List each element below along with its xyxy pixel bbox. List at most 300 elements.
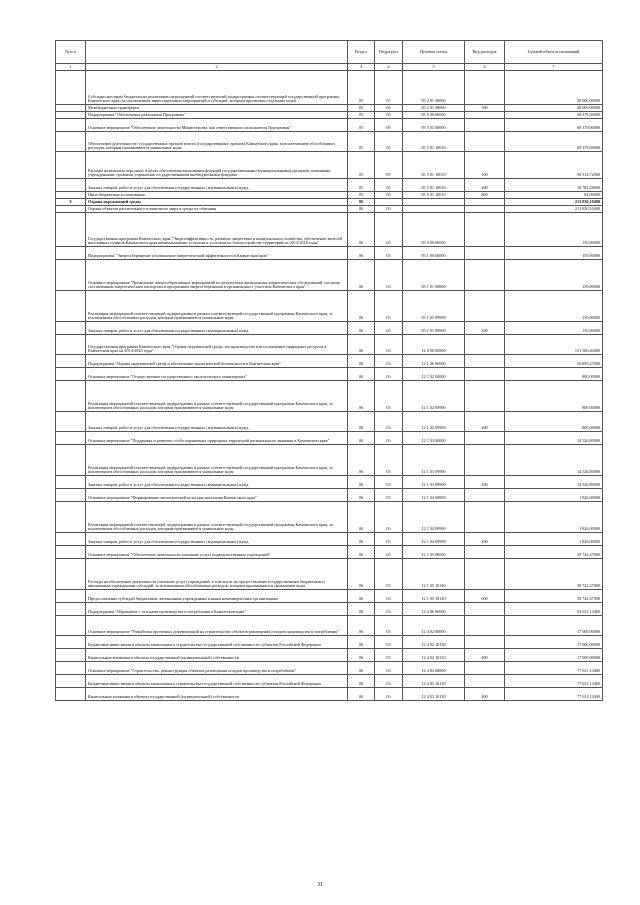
row-amount: 213 830,10400 bbox=[505, 199, 603, 206]
row-razdel: 05 bbox=[348, 71, 375, 105]
row-amount: 150,00000 bbox=[505, 213, 603, 247]
row-vr bbox=[465, 368, 505, 381]
row-razdel: 06 bbox=[348, 502, 375, 533]
row-csr: 12 1 05 10140 bbox=[403, 590, 465, 603]
row-name: Бюджетные инвестиции в объекты капитального строительства государственной собственности субъектов Российской Федерации bbox=[86, 675, 348, 688]
row-razdel: 06 bbox=[348, 489, 375, 502]
row-podrazdel: 03 bbox=[375, 476, 403, 489]
row-number bbox=[56, 132, 86, 152]
row-podrazdel: 03 bbox=[375, 335, 403, 355]
row-csr: 12 1 04 09990 bbox=[403, 502, 465, 533]
row-name: Закупка товаров, работ и услуг для обеспечения государственных (муниципальных) нужд bbox=[86, 322, 348, 335]
row-number bbox=[56, 119, 86, 132]
row-amount: 14 526,80000 bbox=[505, 445, 603, 476]
row-name: Реализация мероприятий соответствующей подпрограммы в рамках соответствующей государственной программы Камчатского края, за исключением обособленных расходов, которым присваиваются уникальные коды bbox=[86, 502, 348, 533]
row-razdel: 06 bbox=[348, 590, 375, 603]
col-num: 6 bbox=[465, 64, 505, 71]
row-csr: 12 4 03 00000 bbox=[403, 662, 465, 675]
row-razdel: 06 bbox=[348, 355, 375, 368]
row-podrazdel: 03 bbox=[375, 533, 403, 546]
row-amount: 82,00000 bbox=[505, 192, 603, 199]
row-podrazdel: 03 bbox=[375, 489, 403, 502]
row-podrazdel: 03 bbox=[375, 213, 403, 247]
row-vr bbox=[465, 502, 505, 533]
page-number: 31 bbox=[317, 882, 323, 888]
row-podrazdel: 05 bbox=[375, 112, 403, 119]
row-vr: 600 bbox=[465, 590, 505, 603]
row-amount: 77 611,13400 bbox=[505, 675, 603, 688]
row-name: Государственная программа Камчатского края "Охрана окружающей среды, воспроизводство и использование природных ресурсов в Камчатском крае на 2014-2020 годы" bbox=[86, 335, 348, 355]
table-row bbox=[56, 636, 603, 649]
row-vr bbox=[465, 119, 505, 132]
row-csr: 05 1 01 09990 bbox=[403, 291, 465, 322]
row-podrazdel: 03 bbox=[375, 368, 403, 381]
row-podrazdel: 05 bbox=[375, 132, 403, 152]
row-razdel: 06 bbox=[348, 688, 375, 701]
row-name: Основное мероприятие "Строительство, реконструкция объектов размещения отходов производства и потребления" bbox=[86, 662, 348, 675]
row-podrazdel: 03 bbox=[375, 206, 403, 213]
header-num: № п/п bbox=[56, 41, 86, 64]
row-csr: 12 1 02 09990 bbox=[403, 381, 465, 412]
row-amount: 77 611,13400 bbox=[505, 688, 603, 701]
row-name: Закупка товаров, работ и услуг для обеспечения государственных (муниципальных) нужд bbox=[86, 179, 348, 192]
row-amount: 800,00000 bbox=[505, 381, 603, 412]
row-name: Капитальные вложения в объекты государственной (муниципальной) собственности bbox=[86, 688, 348, 701]
header-razdel: Раздел bbox=[348, 41, 375, 64]
row-amount: 39 742,47000 bbox=[505, 559, 603, 590]
row-amount: 17 000,00000 bbox=[505, 616, 603, 636]
row-number bbox=[56, 533, 86, 546]
col-num: 2 bbox=[86, 64, 348, 71]
row-name: Субсидии местным бюджетам на реализацию мероприятий соответствующей подпрограммы соответствующей государственной программы Камчатского края (за исключением инвестиционных мероприятий и субсидий, которым присвоены отдельные коды) bbox=[86, 71, 348, 105]
row-vr: 800 bbox=[465, 192, 505, 199]
row-amount: 150,00000 bbox=[505, 247, 603, 260]
row-razdel: 06 bbox=[348, 213, 375, 247]
row-csr: 12 1 03 00000 bbox=[403, 432, 465, 445]
row-number bbox=[56, 636, 86, 649]
row-csr: 05 2 01 40060 bbox=[403, 71, 465, 105]
row-number bbox=[56, 260, 86, 291]
row-razdel: 06 bbox=[348, 675, 375, 688]
table-header-row bbox=[56, 41, 603, 64]
row-name: Основное мероприятие "Обеспечение деятельности Министерства, как ответственного исполнителя Программы" bbox=[86, 119, 348, 132]
row-csr: 12 1 04 00000 bbox=[403, 489, 465, 502]
row-csr: 05 5 01 10010 bbox=[403, 179, 465, 192]
row-razdel: 05 bbox=[348, 112, 375, 119]
row-number bbox=[56, 381, 86, 412]
row-vr: 100 bbox=[465, 152, 505, 179]
row-podrazdel: 03 bbox=[375, 445, 403, 476]
row-podrazdel: 05 bbox=[375, 152, 403, 179]
table-row bbox=[56, 368, 603, 381]
row-vr: 200 bbox=[465, 179, 505, 192]
row-name: Закупка товаров, работ и услуг для обеспечения государственных (муниципальных) нужд bbox=[86, 533, 348, 546]
row-csr: 05 2 01 40060 bbox=[403, 105, 465, 112]
row-razdel: 05 bbox=[348, 119, 375, 132]
row-amount: 800,00000 bbox=[505, 412, 603, 432]
row-csr: 12 0 00 00000 bbox=[403, 335, 465, 355]
table-row bbox=[56, 432, 603, 445]
row-vr bbox=[465, 112, 505, 119]
row-razdel: 06 bbox=[348, 412, 375, 432]
col-num: 3 bbox=[348, 64, 375, 71]
row-name: Подпрограмма "Охрана окружающей среды и обеспечение экологической безопасности в Камчатском крае" bbox=[86, 355, 348, 368]
row-number bbox=[56, 291, 86, 322]
row-vr: 400 bbox=[465, 649, 505, 662]
row-podrazdel: 03 bbox=[375, 662, 403, 675]
row-vr bbox=[465, 213, 505, 247]
row-vr bbox=[465, 603, 505, 616]
table-row bbox=[56, 112, 603, 119]
row-name: Иные бюджетные ассигнования bbox=[86, 192, 348, 199]
row-name: Реализация мероприятий соответствующей подпрограммы в рамках соответствующей государственной программы Камчатского края, за исключением обособленных расходов, которым присваиваются уникальные коды bbox=[86, 291, 348, 322]
row-razdel: 06 bbox=[348, 616, 375, 636]
row-number bbox=[56, 105, 86, 112]
row-csr: 05 1 00 00000 bbox=[403, 247, 465, 260]
table-row bbox=[56, 105, 603, 112]
row-number bbox=[56, 559, 86, 590]
row-razdel: 06 bbox=[348, 206, 375, 213]
row-csr: 05 5 01 10010 bbox=[403, 152, 465, 179]
row-podrazdel: 03 bbox=[375, 688, 403, 701]
row-podrazdel: 03 bbox=[375, 502, 403, 533]
row-number bbox=[56, 192, 86, 199]
header-csr: Целевая статья bbox=[403, 41, 465, 64]
row-razdel: 06 bbox=[348, 260, 375, 291]
table-row bbox=[56, 590, 603, 603]
col-num: 5 bbox=[403, 64, 465, 71]
row-razdel: 06 bbox=[348, 636, 375, 649]
row-number bbox=[56, 412, 86, 432]
row-number bbox=[56, 71, 86, 105]
row-podrazdel: 05 bbox=[375, 179, 403, 192]
row-razdel: 06 bbox=[348, 546, 375, 559]
row-number bbox=[56, 502, 86, 533]
table-row bbox=[56, 559, 603, 590]
row-number bbox=[56, 649, 86, 662]
row-name: Предоставление субсидий бюджетным, автономным учреждениям и иным некоммерческим организациям bbox=[86, 590, 348, 603]
row-amount: 39 742,47000 bbox=[505, 590, 603, 603]
row-csr bbox=[403, 206, 465, 213]
row-razdel: 06 bbox=[348, 199, 375, 206]
row-number bbox=[56, 662, 86, 675]
row-name: Реализация мероприятий соответствующей подпрограммы в рамках соответствующей государственной программы Камчатского края, за исключением обособленных расходов, которым присваиваются уникальные коды bbox=[86, 445, 348, 476]
row-amount: 17 000,00000 bbox=[505, 636, 603, 649]
row-vr bbox=[465, 71, 505, 105]
row-number bbox=[56, 432, 86, 445]
row-podrazdel: 03 bbox=[375, 559, 403, 590]
row-amount: 14 526,80000 bbox=[505, 432, 603, 445]
table-row bbox=[56, 445, 603, 476]
row-vr bbox=[465, 335, 505, 355]
row-podrazdel: 03 bbox=[375, 247, 403, 260]
row-amount: 69 379,00000 bbox=[505, 112, 603, 119]
row-name: Межбюджетные трансферты bbox=[86, 105, 348, 112]
row-number bbox=[56, 355, 86, 368]
row-podrazdel: 03 bbox=[375, 675, 403, 688]
row-csr: 05 5 01 10010 bbox=[403, 192, 465, 199]
table-row bbox=[56, 649, 603, 662]
row-vr bbox=[465, 445, 505, 476]
row-vr bbox=[465, 199, 505, 206]
row-amount: 1 826,00000 bbox=[505, 533, 603, 546]
row-vr bbox=[465, 675, 505, 688]
row-vr: 200 bbox=[465, 476, 505, 489]
col-num: 1 bbox=[56, 64, 86, 71]
row-amount: 800,00000 bbox=[505, 368, 603, 381]
row-amount: 20 000,00000 bbox=[505, 105, 603, 112]
row-podrazdel: 03 bbox=[375, 432, 403, 445]
row-podrazdel: 03 bbox=[375, 590, 403, 603]
row-name: Капитальные вложения в объекты государственной (муниципальной) собственности bbox=[86, 649, 348, 662]
row-name: Подпрограмма "Обращение с отходами производства и потребления в Камчатском крае" bbox=[86, 603, 348, 616]
table-row bbox=[56, 489, 603, 502]
row-vr bbox=[465, 546, 505, 559]
row-name: Охрана окружающей среды bbox=[86, 199, 348, 206]
row-amount: 94 611,13400 bbox=[505, 603, 603, 616]
row-razdel: 05 bbox=[348, 105, 375, 112]
table-row bbox=[56, 192, 603, 199]
col-num: 7 bbox=[505, 64, 603, 71]
row-csr: 05 5 01 10010 bbox=[403, 132, 465, 152]
table-row bbox=[56, 213, 603, 247]
table-row bbox=[56, 71, 603, 105]
row-podrazdel: 03 bbox=[375, 381, 403, 412]
row-razdel: 06 bbox=[348, 368, 375, 381]
row-podrazdel: 03 bbox=[375, 355, 403, 368]
row-podrazdel: 03 bbox=[375, 649, 403, 662]
table-row bbox=[56, 199, 603, 206]
row-amount: 69 379,00000 bbox=[505, 119, 603, 132]
row-podrazdel: 05 bbox=[375, 71, 403, 105]
table-row bbox=[56, 132, 603, 152]
row-csr: 12 4 00 00000 bbox=[403, 603, 465, 616]
row-vr: 200 bbox=[465, 412, 505, 432]
header-amount: Годовой объем ассигнований bbox=[505, 41, 603, 64]
row-number: 6 bbox=[56, 199, 86, 206]
row-csr: 05 5 01 00000 bbox=[403, 119, 465, 132]
row-podrazdel: 03 bbox=[375, 260, 403, 291]
row-csr: 12 1 05 10140 bbox=[403, 559, 465, 590]
row-razdel: 06 bbox=[348, 432, 375, 445]
row-number bbox=[56, 675, 86, 688]
row-name: Основное мероприятие "Проведение энергосберегающих мероприятий по результатам проведенных энергетических обследований, согласно составленным энергетическим паспортам и программам энергосбережения в организациях с участием Камчатского края" bbox=[86, 260, 348, 291]
row-amount: 150,00000 bbox=[505, 260, 603, 291]
row-number bbox=[56, 616, 86, 636]
row-razdel: 06 bbox=[348, 559, 375, 590]
row-razdel: 06 bbox=[348, 322, 375, 335]
row-razdel: 05 bbox=[348, 179, 375, 192]
table-row bbox=[56, 119, 603, 132]
row-podrazdel: 03 bbox=[375, 616, 403, 636]
table-row bbox=[56, 675, 603, 688]
row-podrazdel: 03 bbox=[375, 636, 403, 649]
table-row bbox=[56, 616, 603, 636]
row-razdel: 05 bbox=[348, 132, 375, 152]
row-csr: 05 1 01 00000 bbox=[403, 260, 465, 291]
row-number bbox=[56, 489, 86, 502]
column-number-row bbox=[56, 64, 603, 71]
row-vr: 400 bbox=[465, 688, 505, 701]
table-row bbox=[56, 206, 603, 213]
row-number bbox=[56, 322, 86, 335]
row-amount: 1 826,00000 bbox=[505, 489, 603, 502]
row-number bbox=[56, 112, 86, 119]
row-vr: 500 bbox=[465, 105, 505, 112]
header-name bbox=[86, 41, 348, 64]
row-amount: 69 379,00000 bbox=[505, 132, 603, 152]
row-vr bbox=[465, 291, 505, 322]
row-name: Расходы на выплаты персоналу в целях обеспечения выполнения функций государственными (муниципальными) органами, казенными учреждениями, органами управления государственными внебюджетными фондами bbox=[86, 152, 348, 179]
row-vr bbox=[465, 381, 505, 412]
row-amount: 10 782,28000 bbox=[505, 179, 603, 192]
row-podrazdel: 03 bbox=[375, 603, 403, 616]
row-razdel: 06 bbox=[348, 662, 375, 675]
row-number bbox=[56, 603, 86, 616]
row-csr: 05 1 01 09990 bbox=[403, 322, 465, 335]
row-csr: 12 1 00 00000 bbox=[403, 355, 465, 368]
row-razdel: 06 bbox=[348, 335, 375, 355]
row-razdel: 06 bbox=[348, 291, 375, 322]
row-csr: 12 4 03 10130 bbox=[403, 675, 465, 688]
table-row bbox=[56, 260, 603, 291]
row-razdel: 05 bbox=[348, 192, 375, 199]
row-razdel: 06 bbox=[348, 247, 375, 260]
table-row bbox=[56, 322, 603, 335]
row-vr bbox=[465, 247, 505, 260]
row-amount: 58 514,72000 bbox=[505, 152, 603, 179]
table-row bbox=[56, 662, 603, 675]
table-row bbox=[56, 533, 603, 546]
row-csr: 12 4 02 00000 bbox=[403, 616, 465, 636]
row-number bbox=[56, 247, 86, 260]
row-amount: 20 000,00000 bbox=[505, 71, 603, 105]
row-vr bbox=[465, 206, 505, 213]
row-razdel: 06 bbox=[348, 445, 375, 476]
row-amount: 1 826,00000 bbox=[505, 502, 603, 533]
table-row bbox=[56, 603, 603, 616]
row-razdel: 06 bbox=[348, 603, 375, 616]
row-number bbox=[56, 179, 86, 192]
row-csr: 12 1 03 09990 bbox=[403, 476, 465, 489]
row-podrazdel: 05 bbox=[375, 105, 403, 112]
table-row bbox=[56, 381, 603, 412]
table-row bbox=[56, 335, 603, 355]
row-amount: 17 000,00000 bbox=[505, 649, 603, 662]
row-number bbox=[56, 476, 86, 489]
row-name: Основное мероприятие "Поддержка и развитие особо охраняемых природных территорий регионального значения в Камчатском крае" bbox=[86, 432, 348, 445]
row-amount: 150,00000 bbox=[505, 291, 603, 322]
row-name: Подпрограмма "Обеспечение реализации Программы" bbox=[86, 112, 348, 119]
row-number bbox=[56, 590, 86, 603]
row-razdel: 06 bbox=[348, 649, 375, 662]
row-vr bbox=[465, 132, 505, 152]
budget-table bbox=[55, 40, 603, 701]
table-row bbox=[56, 179, 603, 192]
row-csr: 12 1 03 09990 bbox=[403, 445, 465, 476]
row-number bbox=[56, 206, 86, 213]
row-amount: 39 742,47000 bbox=[505, 546, 603, 559]
row-vr bbox=[465, 432, 505, 445]
row-csr: 12 4 03 10130 bbox=[403, 688, 465, 701]
row-name: Закупка товаров, работ и услуг для обеспечения государственных (муниципальных) нужд bbox=[86, 476, 348, 489]
table-row bbox=[56, 247, 603, 260]
header-podrazdel: Подраздел bbox=[375, 41, 403, 64]
table-row bbox=[56, 291, 603, 322]
row-name: Расходы на обеспечение деятельности (оказание услуг) учреждений, в том числе на предоставление государственным бюджетным и автономным учреждениям субсидий, за исключением обособленных расходов, которым присваиваются уникальные коды bbox=[86, 559, 348, 590]
table-row bbox=[56, 546, 603, 559]
row-name: Реализация мероприятий соответствующей подпрограммы в рамках соответствующей государственной программы Камчатского края, за исключением обособленных расходов, которым присваиваются уникальные коды bbox=[86, 381, 348, 412]
row-csr: 05 0 00 00000 bbox=[403, 213, 465, 247]
table-row bbox=[56, 152, 603, 179]
row-number bbox=[56, 546, 86, 559]
row-name: Государственная программа Камчатского края "Энергоэффективность, развитие энергетики и коммунального хозяйства, обеспечение жителей населенных пунктов Камчатского края коммунальными услугами и услугами по благоустройству территорий на 2014-2018 годы" bbox=[86, 213, 348, 247]
row-csr bbox=[403, 199, 465, 206]
table-row bbox=[56, 412, 603, 432]
row-name: Основное мероприятие "Разработка проектных документаций на строительство объектов размещения отходов производства и потребления" bbox=[86, 616, 348, 636]
row-amount: 77 611,13400 bbox=[505, 662, 603, 675]
row-name: Основное мероприятие "Формирование экологической культуры населения Камчатского края" bbox=[86, 489, 348, 502]
row-podrazdel: 05 bbox=[375, 192, 403, 199]
table-row bbox=[56, 502, 603, 533]
row-csr: 12 1 05 00000 bbox=[403, 546, 465, 559]
row-razdel: 06 bbox=[348, 533, 375, 546]
row-name: Основное мероприятие "Осуществление государственного экологического мониторинга" bbox=[86, 368, 348, 381]
row-vr bbox=[465, 636, 505, 649]
row-vr bbox=[465, 616, 505, 636]
row-csr: 12 1 04 09990 bbox=[403, 533, 465, 546]
row-name: Закупка товаров, работ и услуг для обеспечения государственных (муниципальных) нужд bbox=[86, 412, 348, 432]
row-name: Обеспечение деятельности государственных органов власти (государственных органов) Камчатского края, за исключением обособленных расходов, которым присваиваются уникальные коды bbox=[86, 132, 348, 152]
row-amount: 56 895,27000 bbox=[505, 355, 603, 368]
row-podrazdel: 05 bbox=[375, 119, 403, 132]
row-podrazdel: 03 bbox=[375, 412, 403, 432]
row-podrazdel: 03 bbox=[375, 546, 403, 559]
row-name: Бюджетные инвестиции в объекты капитального строительства государственной собственности субъектов Российской Федерации bbox=[86, 636, 348, 649]
row-vr: 200 bbox=[465, 322, 505, 335]
row-csr: 12 4 02 10130 bbox=[403, 649, 465, 662]
table-row bbox=[56, 476, 603, 489]
table-row bbox=[56, 355, 603, 368]
row-csr: 12 4 02 10130 bbox=[403, 636, 465, 649]
row-razdel: 05 bbox=[348, 152, 375, 179]
row-csr: 12 1 02 00000 bbox=[403, 368, 465, 381]
row-name: Охрана объектов растительного и животного мира и среды их обитания bbox=[86, 206, 348, 213]
row-amount: 213 830,10400 bbox=[505, 206, 603, 213]
row-number bbox=[56, 445, 86, 476]
row-name: Основное мероприятие "Обеспечение деятельности (оказание услуг) подведомственных учреждений" bbox=[86, 546, 348, 559]
row-number bbox=[56, 688, 86, 701]
row-amount: 14 526,80000 bbox=[505, 476, 603, 489]
row-number bbox=[56, 368, 86, 381]
row-number bbox=[56, 213, 86, 247]
row-podrazdel: 03 bbox=[375, 322, 403, 335]
row-podrazdel bbox=[375, 199, 403, 206]
row-number bbox=[56, 152, 86, 179]
row-podrazdel: 03 bbox=[375, 291, 403, 322]
row-vr bbox=[465, 355, 505, 368]
row-vr: 200 bbox=[465, 533, 505, 546]
row-vr bbox=[465, 662, 505, 675]
row-name: Подпрограмма "Энергосбережение и повышение энергетической эффективности в Камчатском крае" bbox=[86, 247, 348, 260]
row-csr: 05 5 00 00000 bbox=[403, 112, 465, 119]
row-razdel: 06 bbox=[348, 381, 375, 412]
col-num: 4 bbox=[375, 64, 403, 71]
row-csr: 12 1 02 09990 bbox=[403, 412, 465, 432]
row-number bbox=[56, 335, 86, 355]
table-row bbox=[56, 688, 603, 701]
row-vr bbox=[465, 489, 505, 502]
